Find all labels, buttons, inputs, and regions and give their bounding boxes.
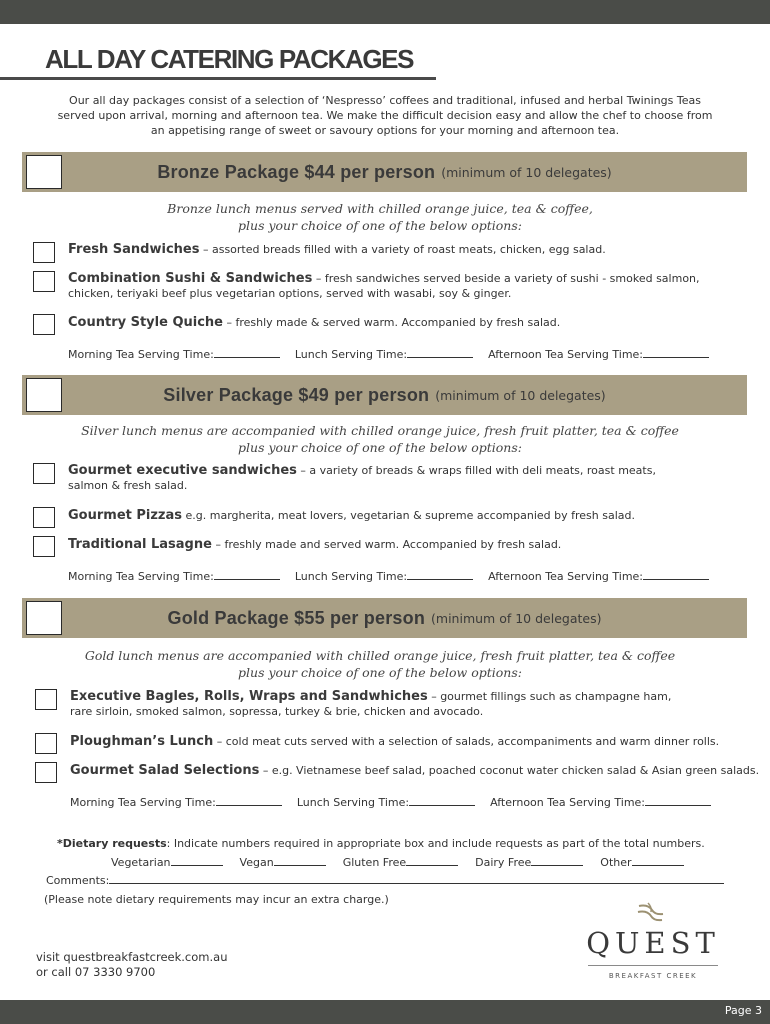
quest-logo-icon — [636, 902, 666, 924]
quest-logo-location: BREAKFAST CREEK — [608, 972, 698, 980]
silver-option-1-name: Gourmet executive sandwiches — [68, 463, 297, 478]
bronze-option-2 — [68, 271, 700, 301]
afternoon-tea-label: Afternoon Tea Serving Time: — [488, 348, 644, 361]
silver-package-title: Silver Package $49 per person — [163, 384, 430, 405]
bronze-option-1-name: Fresh Sandwiches — [68, 242, 200, 257]
bronze-option-2-desc-line-2: chicken, teriyaki beef plus vegetarian options, served with wasabi, soy & ginger. — [68, 287, 512, 300]
silver-option-2-desc: e.g. margherita, meat lovers, vegetarian & supreme accompanied by fresh salad. — [182, 509, 636, 522]
afternoon-tea-blank[interactable] — [643, 569, 709, 580]
silver-package-minimum: (minimum of 10 delegates) — [435, 387, 606, 403]
silver-option-3-name: Traditional Lasagne — [68, 537, 212, 552]
bronze-subtitle-line-2: plus your choice of one of the below options: — [238, 218, 522, 233]
gold-package-band — [22, 598, 747, 638]
morning-tea-label: Morning Tea Serving Time: — [68, 570, 214, 583]
silver-serving-times — [68, 569, 709, 583]
silver-subtitle-line-1: Silver lunch menus are accompanied with chilled orange juice, fresh fruit platter, tea & coffee — [81, 423, 679, 438]
dietary-note: (Please note dietary requirements may incur an extra charge.) — [44, 893, 389, 906]
dietary-options — [111, 855, 684, 869]
morning-tea-label: Morning Tea Serving Time: — [68, 348, 214, 361]
gold-option-1-checkbox[interactable] — [35, 689, 57, 710]
comments-row — [46, 873, 724, 887]
bronze-option-3-desc: – freshly made & served warm. Accompanied by fresh salad. — [223, 316, 561, 329]
bottom-bar — [0, 1000, 770, 1024]
gluten-free-blank[interactable] — [406, 855, 458, 866]
silver-option-3-checkbox[interactable] — [33, 536, 55, 557]
bronze-package-band — [22, 152, 747, 192]
bronze-option-2-name: Combination Sushi & Sandwiches — [68, 271, 313, 286]
vegetarian-blank[interactable] — [171, 855, 223, 866]
silver-option-3-desc: – freshly made and served warm. Accompanied by fresh salad. — [211, 538, 562, 551]
silver-subtitle-line-2: plus your choice of one of the below options: — [238, 440, 522, 455]
silver-package-heading — [22, 375, 747, 415]
dietary-requests-text: : Indicate numbers required in appropriate box and include requests as part of the total numbers. — [166, 837, 705, 850]
afternoon-tea-label: Afternoon Tea Serving Time: — [488, 570, 644, 583]
gold-subtitle — [30, 647, 730, 681]
dairy-free-blank[interactable] — [531, 855, 583, 866]
quest-logo-name: QUEST — [586, 926, 720, 960]
morning-tea-blank[interactable] — [214, 569, 280, 580]
gold-package-heading — [22, 598, 747, 638]
bronze-option-1-checkbox[interactable] — [33, 242, 55, 263]
bronze-option-1-desc: – assorted breads filled with a variety of roast meats, chicken, egg salad. — [199, 243, 606, 256]
silver-option-2-name: Gourmet Pizzas — [68, 508, 182, 523]
phone-number: or call 07 3330 9700 — [36, 965, 156, 979]
bronze-serving-times — [68, 347, 709, 361]
silver-option-2 — [68, 508, 635, 523]
silver-option-1 — [68, 463, 656, 493]
silver-package-band — [22, 375, 747, 415]
bronze-option-3 — [68, 315, 560, 330]
bronze-option-3-checkbox[interactable] — [33, 314, 55, 335]
gold-option-1-desc: – gourmet fillings such as champagne ham, — [427, 690, 672, 703]
gold-option-3-checkbox[interactable] — [35, 762, 57, 783]
gold-subtitle-line-2: plus your choice of one of the below options: — [238, 665, 522, 680]
bronze-option-3-name: Country Style Quiche — [68, 315, 223, 330]
logo-divider — [588, 965, 718, 966]
lunch-blank[interactable] — [407, 347, 473, 358]
afternoon-tea-blank[interactable] — [645, 795, 711, 806]
gold-option-3-name: Gourmet Salad Selections — [70, 763, 260, 778]
top-bar — [0, 0, 770, 24]
vegetarian-label: Vegetarian — [111, 856, 171, 869]
website-link[interactable]: visit questbreakfastcreek.com.au — [36, 950, 228, 964]
intro-paragraph: Our all day packages consist of a selection of ‘Nespresso’ coffees and traditional, infused and herbal Twinings Teas served upon arrival, morning and afternoon tea. We make the difficult decision easy and allow the chef to choose from an appetising range of sweet or savoury options for your morning and afternoon tea. — [57, 94, 713, 137]
silver-option-1-checkbox[interactable] — [33, 463, 55, 484]
afternoon-tea-label: Afternoon Tea Serving Time: — [490, 796, 646, 809]
silver-option-1-desc: – a variety of breads & wraps filled with deli meats, roast meats, — [296, 464, 656, 477]
gold-option-2-desc: – cold meat cuts served with a selection of salads, accompaniments and warm dinner rolls. — [213, 735, 720, 748]
silver-subtitle — [30, 422, 730, 456]
lunch-label: Lunch Serving Time: — [296, 796, 410, 809]
bronze-subtitle — [30, 200, 730, 234]
gold-option-3 — [70, 763, 759, 778]
silver-option-2-checkbox[interactable] — [33, 507, 55, 528]
silver-option-1-desc-line-2: salmon & fresh salad. — [68, 479, 188, 492]
dairy-free-label: Dairy Free — [475, 856, 532, 869]
lunch-label: Lunch Serving Time: — [294, 570, 408, 583]
gold-option-1-desc-line-2: rare sirloin, smoked salmon, sopressa, turkey & brie, chicken and avocado. — [70, 705, 484, 718]
gold-option-2 — [70, 734, 719, 749]
comments-field[interactable] — [109, 873, 724, 884]
lunch-blank[interactable] — [409, 795, 475, 806]
vegan-blank[interactable] — [274, 855, 326, 866]
bronze-option-2-desc: – fresh sandwiches served beside a variety of sushi - smoked salmon, — [312, 272, 700, 285]
bronze-option-1 — [68, 242, 606, 257]
dietary-requests-label: *Dietary requests — [57, 837, 167, 850]
lunch-blank[interactable] — [407, 569, 473, 580]
afternoon-tea-blank[interactable] — [643, 347, 709, 358]
bronze-package-heading — [22, 152, 747, 192]
other-label: Other — [600, 856, 632, 869]
bronze-subtitle-line-1: Bronze lunch menus served with chilled orange juice, tea & coffee, — [167, 201, 593, 216]
bronze-option-2-checkbox[interactable] — [33, 271, 55, 292]
gold-package-title: Gold Package $55 per person — [167, 607, 426, 628]
gold-option-2-checkbox[interactable] — [35, 733, 57, 754]
gold-option-1 — [70, 689, 671, 719]
gold-subtitle-line-1: Gold lunch menus are accompanied with chilled orange juice, fresh fruit platter, tea & coffee — [84, 648, 676, 663]
silver-option-3 — [68, 537, 561, 552]
page-title: ALL DAY CATERING PACKAGES — [45, 44, 414, 74]
bronze-package-minimum: (minimum of 10 delegates) — [441, 164, 612, 180]
gold-option-1-name: Executive Bagles, Rolls, Wraps and Sandwhiches — [70, 689, 428, 704]
morning-tea-blank[interactable] — [214, 347, 280, 358]
bronze-package-title: Bronze Package $44 per person — [157, 161, 436, 182]
dietary-requests — [57, 837, 705, 850]
other-blank[interactable] — [632, 855, 684, 866]
vegan-label: Vegan — [239, 856, 274, 869]
morning-tea-label: Morning Tea Serving Time: — [70, 796, 216, 809]
contact-info — [36, 950, 228, 980]
gluten-free-label: Gluten Free — [342, 856, 407, 869]
title-underline — [0, 77, 436, 80]
gold-option-2-name: Ploughman’s Lunch — [70, 734, 214, 749]
comments-label: Comments: — [46, 874, 110, 887]
lunch-label: Lunch Serving Time: — [294, 348, 408, 361]
gold-serving-times — [70, 795, 711, 809]
morning-tea-blank[interactable] — [216, 795, 282, 806]
gold-package-minimum: (minimum of 10 delegates) — [431, 610, 602, 626]
gold-option-3-desc: – e.g. Vietnamese beef salad, poached coconut water chicken salad & Asian green salads. — [259, 764, 760, 777]
page-number: Page 3 — [724, 1004, 762, 1017]
